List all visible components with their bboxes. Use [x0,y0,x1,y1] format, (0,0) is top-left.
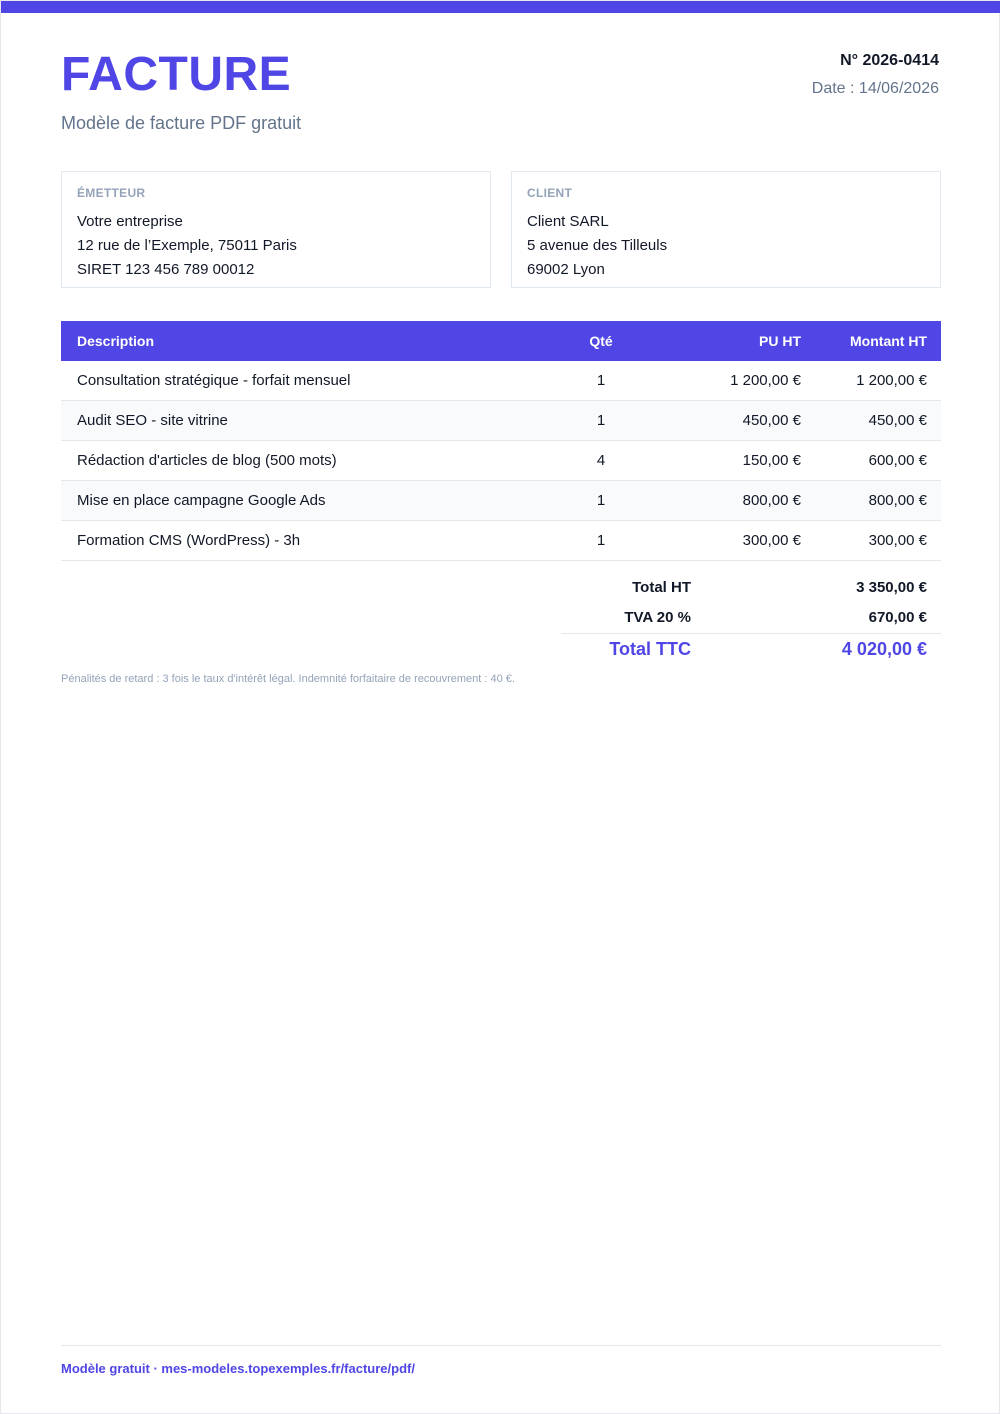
row-amount: 800,00 € [868,492,927,509]
header-amount: Montant HT [850,333,927,349]
table-row [61,481,941,521]
table-header [61,321,941,361]
tva-label: TVA 20 % [624,609,691,626]
issuer-line: SIRET 123 456 789 00012 [77,261,255,278]
penalty-note: Pénalités de retard : 3 fois le taux d'intérêt légal. Indemnité forfaitaire de recouvrement : 40 €. [61,673,515,685]
row-qty: 1 [596,372,606,389]
row-description: Mise en place campagne Google Ads [77,492,326,509]
row-qty: 1 [596,492,606,509]
row-description: Consultation stratégique - forfait mensuel [77,372,351,389]
client-line: 69002 Lyon [527,261,605,278]
footer-link-text: Modèle gratuit · mes-modeles.topexemples.fr/facture/pdf/ [61,1361,415,1376]
invoice-meta [812,51,939,99]
issuer-card [61,171,491,288]
invoice-number: N° 2026-0414 [840,52,939,69]
table-row [61,441,941,481]
tva-row [561,603,941,633]
row-description: Formation CMS (WordPress) - 3h [77,532,301,549]
client-line: 5 avenue des Tilleuls [527,237,668,254]
header-qty: Qté [589,333,613,349]
invoice-date: Date : 14/06/2026 [811,80,939,97]
row-amount: 1 200,00 € [856,372,927,389]
table-row [61,521,941,561]
invoice-subtitle: Modèle de facture PDF gratuit [61,113,302,133]
total-ht-value: 3 350,00 € [856,579,927,596]
footer-divider [61,1345,941,1346]
row-qty: 4 [596,452,606,469]
row-amount: 600,00 € [868,452,927,469]
total-ttc-label: Total TTC [609,639,691,659]
tva-value: 670,00 € [868,609,927,626]
total-ttc-value: 4 020,00 € [841,639,927,659]
row-description: Audit SEO - site vitrine [77,412,228,429]
header-description: Description [77,333,155,349]
row-description: Rédaction d'articles de blog (500 mots) [77,452,337,469]
row-unit-price: 450,00 € [742,412,801,429]
row-qty: 1 [596,532,606,549]
items-table [61,321,941,561]
issuer-label: ÉMETTEUR [77,186,146,200]
row-unit-price: 150,00 € [742,452,801,469]
header-unit-price: PU HT [759,333,801,349]
client-line: Client SARL [527,213,609,230]
invoice-title: FACTURE [61,48,292,101]
total-ht-label: Total HT [632,579,691,596]
row-amount: 450,00 € [868,412,927,429]
client-card [511,171,941,288]
totals-block [561,573,941,665]
total-ht-row [561,573,941,603]
issuer-line: Votre entreprise [77,213,183,230]
row-unit-price: 1 200,00 € [730,372,801,389]
total-ttc-row [561,633,941,665]
issuer-line: 12 rue de l’Exemple, 75011 Paris [77,237,297,254]
row-unit-price: 800,00 € [742,492,801,509]
row-qty: 1 [596,412,606,429]
row-unit-price: 300,00 € [742,532,801,549]
client-label: CLIENT [527,186,573,200]
row-amount: 300,00 € [868,532,927,549]
table-row [61,401,941,441]
accent-top-bar [1,1,1000,13]
table-row [61,361,941,401]
